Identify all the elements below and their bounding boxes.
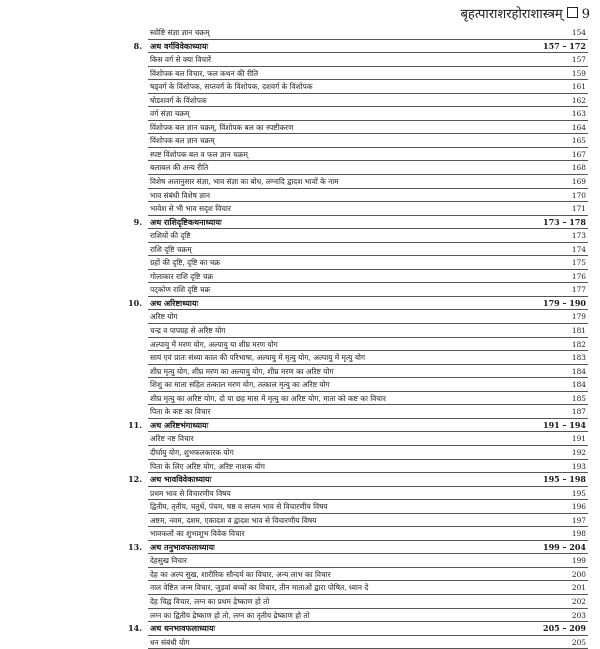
entry-title: भावेश से भी भाव सदृश विचार (150, 204, 231, 214)
entry-title: द्वितीय, तृतीय, चतुर्थ, पंचम, षष्ठ व सप्तम भाव से विचारणीय विषय (150, 502, 328, 512)
page-ref: 157 (571, 55, 586, 65)
chapter-number: 11. (128, 419, 142, 430)
toc-chapter-row (0, 419, 600, 433)
entry-title: भाव संबंधी विशेष ज्ञान (150, 190, 211, 200)
entry-title: देह का अल्प सुख, शारीरिक सौन्दर्य का विचार, अन्य लाभ का विचार (150, 569, 331, 579)
page-ref: 164 (571, 122, 586, 132)
page-ref: 167 (571, 149, 586, 159)
entry-title: भावफलों का शुभाशुभ विवेक विचार (150, 529, 245, 539)
toc-entry-row (0, 67, 600, 81)
page-ref: 192 (571, 447, 586, 457)
entry-title: देहसुख विचार (150, 556, 187, 566)
page-ref: 191 (571, 434, 586, 444)
page-ref: 169 (571, 177, 586, 187)
toc-entry-row (0, 527, 600, 541)
chapter-number: 9. (133, 216, 142, 227)
entry-title: शीघ्र मृत्यु योग, शीघ्र मरण का अल्पायु योग, शीघ्र मरण का अरिष्ट योग (150, 366, 334, 376)
chapter-title: अथ अरिष्टाध्यायः (150, 297, 199, 308)
entry-title: विंशोपक बल विचार, फल कथन की रीति (150, 68, 259, 78)
toc-entry-row (0, 432, 600, 446)
page-ref: 173 – 178 (543, 216, 586, 227)
toc-entry-row (0, 134, 600, 148)
entry-title: अष्टम, नवम, दशम, एकादश व द्वादश भाव से विचारणीय विषय (150, 515, 317, 525)
toc-chapter-row (0, 622, 600, 636)
toc-entry-row (0, 405, 600, 419)
page-ref: 199 – 204 (543, 541, 586, 552)
entry-title: विशेष अलानुसार संज्ञा, भाव संज्ञा का बोध, लग्नादि द्वादश भावों के नाम (150, 177, 339, 187)
entry-title: अरिष्ट योग (150, 312, 178, 322)
chapter-title: अथ धनभावफलाध्यायः (150, 623, 216, 634)
page-ref: 202 (571, 596, 586, 606)
page-ref: 193 (571, 461, 586, 471)
entry-title: शीघ्र मृत्यु का अरिष्ट योग, दो या छह मास में मृत्यु का अरिष्ट योग, माता को कष्ट का विचार (150, 393, 386, 403)
page-ref: 184 (571, 380, 586, 390)
toc-entry-row (0, 351, 600, 365)
page-ref: 205 (571, 637, 586, 647)
toc-entry-row (0, 554, 600, 568)
toc-entry-row (0, 446, 600, 460)
entry-title: धन संबंधी योग (150, 637, 190, 647)
toc-entry-row (0, 243, 600, 257)
entry-title: षोडशवर्ग के विंशोपक (150, 95, 207, 105)
page-ref: 171 (571, 204, 586, 214)
toc-entry-row (0, 310, 600, 324)
toc-entry-row (0, 568, 600, 582)
toc-chapter-row (0, 40, 600, 54)
chapter-number: 13. (128, 541, 142, 552)
toc-entry-row (0, 581, 600, 595)
toc-entry-row (0, 202, 600, 216)
toc-entry-row (0, 256, 600, 270)
entry-title: राशि दृष्टि चक्रम् (150, 244, 192, 254)
toc-entry-row (0, 283, 600, 297)
entry-title: ग्रहों की दृष्टि, दृष्टि का चक्र (150, 258, 220, 268)
chapter-number: 12. (128, 474, 142, 485)
toc-chapter-row (0, 297, 600, 311)
toc-entry-row (0, 636, 600, 649)
entry-title: वर्ग संज्ञा चक्रम् (150, 109, 190, 119)
toc-entry-row (0, 609, 600, 623)
page-number: 9 (581, 7, 590, 22)
toc-entry-row (0, 500, 600, 514)
page-ref: 184 (571, 366, 586, 376)
page-ref: 175 (571, 258, 586, 268)
entry-title: स्पष्ट विंशोपक बल व फल ज्ञान चक्रम् (150, 149, 248, 159)
toc-entry-row (0, 365, 600, 379)
page-ref: 203 (571, 610, 586, 620)
chapter-number: 10. (128, 297, 142, 308)
toc-entry-row (0, 270, 600, 284)
entry-title: पट्‌कोण राशि दृष्टि चक्र (150, 285, 211, 295)
chapter-number: 8. (133, 40, 142, 51)
page-ref: 168 (571, 163, 586, 173)
entry-title: स्वोष्टि संज्ञा ज्ञान चक्रम् (150, 28, 210, 37)
toc-chapter-row (0, 541, 600, 555)
page-ref: 195 – 198 (543, 474, 586, 485)
square-ornament-icon (567, 7, 578, 18)
chapter-title: अथ अरिष्टभंगाध्यायः (150, 419, 209, 430)
page-ref: 170 (571, 190, 586, 200)
toc-entry-row (0, 121, 600, 135)
entry-title: किस वर्ग से क्या विचारें (150, 55, 212, 65)
entry-title: अरिष्ट नष्ट विचार (150, 434, 194, 444)
toc-entry-row (0, 189, 600, 203)
running-header (320, 4, 590, 26)
entry-title: सायं एवं प्रातः संध्या काल की परिभाषा, अल्पायु में मृत्यु योग, अल्पायु में मृत्यु योग (150, 353, 366, 363)
toc-entry-row (0, 94, 600, 108)
page-ref: 196 (571, 502, 586, 512)
toc-entry-row (0, 229, 600, 243)
page-ref: 177 (571, 285, 586, 295)
toc-entry-row (0, 175, 600, 189)
entry-title: बलाबल की अन्य रीति (150, 163, 209, 173)
page-ref: 162 (571, 95, 586, 105)
page-ref: 183 (571, 353, 586, 363)
toc-entry-row (0, 460, 600, 474)
chapter-number: 14. (128, 623, 142, 634)
toc-entry-row (0, 53, 600, 67)
entry-title: गोलाकार राशि दृष्टि चक्र (150, 271, 214, 281)
page-ref: 185 (571, 393, 586, 403)
toc-entry-row (0, 487, 600, 501)
chapter-title: अथ वर्गविवेकाध्यायः (150, 40, 209, 51)
book-title: बृहत्पाराशरहोराशास्त्रम् (460, 7, 563, 22)
toc-entry-row (0, 148, 600, 162)
page-ref: 197 (571, 515, 586, 525)
page-ref: 182 (571, 339, 586, 349)
entry-title: प्रथम भाव से विचारणीय विषय (150, 488, 231, 498)
page-ref: 161 (571, 82, 586, 92)
entry-title: विंशोपक बल ज्ञान चक्रम्, विंशोपक बल का स्पष्टीकरण (150, 122, 294, 132)
page-ref: 187 (571, 407, 586, 417)
page-ref: 176 (571, 271, 586, 281)
toc-entry-row (0, 161, 600, 175)
entry-title: शिशु का माता सहित तत्काल मरण योग, तत्काल मृत्यु का अरिष्ट योग (150, 380, 330, 390)
page-ref: 181 (571, 326, 586, 336)
entry-title: अल्पायु में मरण योग, अल्पायु या शीघ्र मरण योग (150, 339, 278, 349)
page-ref: 201 (571, 583, 586, 593)
toc-entry-row (0, 392, 600, 406)
entry-title: विंशोपक बल ज्ञान चक्रम् (150, 136, 215, 146)
entry-title: लग्न का द्वितीय द्रेष्काण हो तो, लग्न का तृतीय द्रेष्काण हो तो (150, 610, 310, 620)
page-ref: 199 (571, 556, 586, 566)
page-ref: 174 (571, 244, 586, 254)
page-ref: 179 (571, 312, 586, 322)
toc-entry-row (0, 595, 600, 609)
page-ref: 159 (571, 68, 586, 78)
page-ref: 154 (571, 28, 586, 37)
page-ref: 191 – 194 (543, 419, 586, 430)
page-ref: 165 (571, 136, 586, 146)
toc-entry-row (0, 107, 600, 121)
chapter-title: अथ भावविवेकाध्यायः (150, 474, 212, 485)
entry-title: दीर्घायु योग, शुभफलकारक योग (150, 447, 234, 457)
chapter-title: अथ तनुभावफलाध्यायः (150, 541, 215, 552)
entry-title: देह चिह्न विचार, लग्न का प्रथम द्रेष्काण हो तो (150, 596, 270, 606)
toc-entry-row (0, 80, 600, 94)
entry-title: चन्द्र व पापग्रह से अरिष्ट योग (150, 326, 226, 336)
toc-entry-row (0, 378, 600, 392)
page-ref: 173 (571, 231, 586, 241)
page-ref: 205 – 209 (543, 623, 586, 634)
toc-chapter-row (0, 473, 600, 487)
entry-title: पिता के कष्ट का विचार (150, 407, 211, 417)
entry-title: षड्वर्ग के विंशोपक, सप्तवर्ग के विंशोपक, दशवर्ग के विंशोपक (150, 82, 313, 92)
entry-title: राशियों की दृष्टि (150, 231, 191, 241)
entry-title: नाल वेष्टित जन्म विचार, जुड़वां बच्चों का विचार, तीन माताओं द्वारा पोषित, ध्यान दें (150, 583, 369, 593)
table-of-contents (0, 26, 600, 649)
page-ref: 179 – 190 (543, 297, 586, 308)
page-ref: 195 (571, 488, 586, 498)
entry-title: पिता के लिए अरिष्ट योग, अरिष्ट नाशक योग (150, 461, 265, 471)
toc-entry-row (0, 338, 600, 352)
page-ref: 198 (571, 529, 586, 539)
toc-chapter-row (0, 216, 600, 230)
chapter-title: अथ राशिदृष्टिकथनाध्यायः (150, 216, 222, 227)
page-ref: 200 (571, 569, 586, 579)
toc-entry-row (0, 26, 600, 40)
page-ref: 157 – 172 (543, 40, 586, 51)
toc-entry-row (0, 324, 600, 338)
toc-entry-row (0, 514, 600, 528)
page-ref: 163 (571, 109, 586, 119)
